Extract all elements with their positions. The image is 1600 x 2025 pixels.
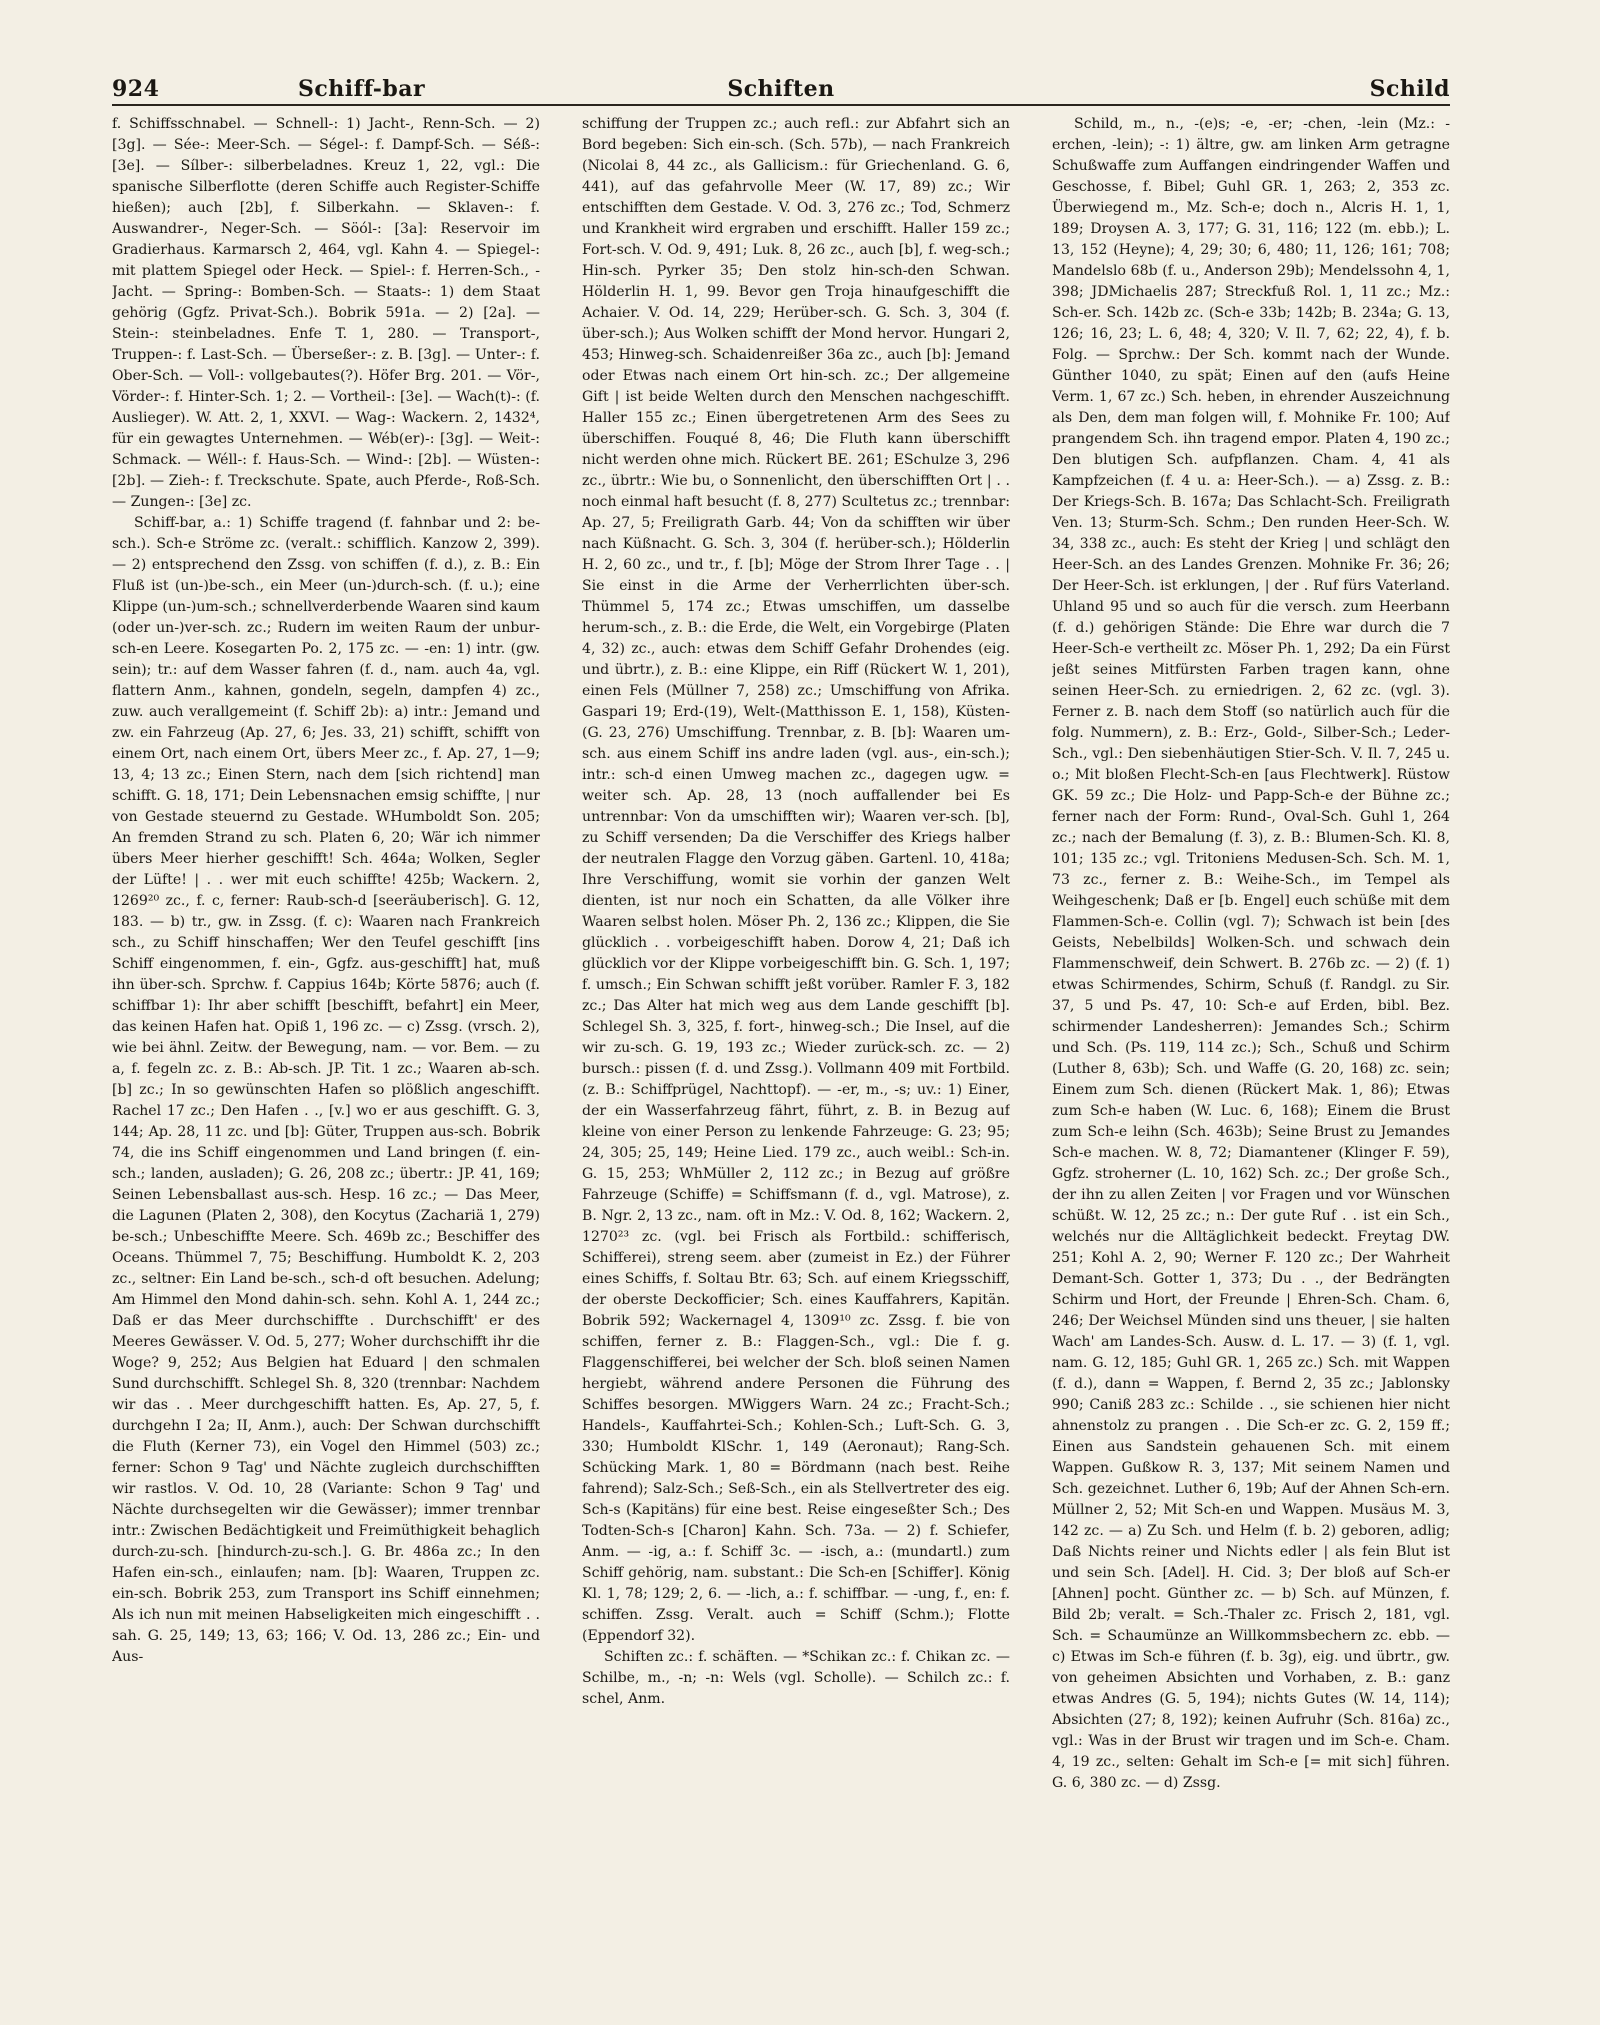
left-column — [112, 114, 540, 2003]
right-column — [1052, 114, 1450, 2003]
entry-paragraph: f. Schiffsschnabel. — Schnell-: 1) Jacht-, Renn-Sch. — 2) [3g]. — Sée-: Meer-Sch. — Ségel-: f. Dampf-Sch. — Séß-: [3e]. — Sílber-: silberbeladnes. Kreuz 1, 22, vgl.: Die spanische Silberflotte (deren Schiffe auch Register-Schiffe hießen); auch [2b], f. Silberkahn. — Sklaven-: f. Auswandrer-, Neger-Sch. — Söól-: [3a]: Reservoir im Gradierhaus. Karmarsch 2, 464, vgl. Kahn 4. — Spiegel-: mit plattem Spiegel oder Heck. — Spiel-: f. Herren-Sch., -Jacht. — Spring-: Bomben-Sch. — Staats-: 1) dem Staat gehörig (Ggfz. Privat-Sch.). Bobrik 591a. — 2) [2a]. — Stein-: steinbeladnes. Enfe T. 1, 280. — Transport-, Truppen-: f. Last-Sch. — Überseßer-: z. B. [3g]. — Unter-: f. Ober-Sch. — Voll-: vollgebautes(?). Höfer Brg. 201. — Vör-, Vörder-: f. Hinter-Sch. 1; 2. — Vortheil-: [3e]. — Wach(t)-: (f. Auslieger). W. Att. 2, 1, XXVI. — Wag-: Wackern. 2, 1432⁴, für ein gewagtes Unternehmen. — Wéb(er)-: [3g]. — Weit-: Schmack. — Wéll-: f. Haus-Sch. — Wind-: [2b]. — Wüsten-: [2b]. — Zieh-: f. Treckschute. Spate, auch Pferde-, Roß-Sch. — Zungen-: [3e] zc. — [112, 116, 540, 510]
center-catchword: Schiften — [727, 76, 835, 102]
entry-paragraph: schiffung der Truppen zc.; auch refl.: zur Abfahrt sich an Bord begeben: Sich ein-sch. (Sch. 57b), — nach Frankreich (Nicolai 8, 44 zc., als Gallicism.: für Griechenland. G. 6, 441), auf das gefahrvolle Meer (W. 17, 89) zc.; Wir entschifften dem Gestade. V. Od. 3, 276 zc.; Tod, Schmerz und Krankheit wird ergraben und erschifft. Haller 159 zc.; Fort-sch. V. Od. 9, 491; Luk. 8, 26 zc., auch [b], f. weg-sch.; Hin-sch. Pyrker 35; Den stolz hin-sch-den Schwan. Hölderlin H. 1, 99. Bevor gen Troja hinaufgeschifft die Achaier. V. Od. 14, 229; Herüber-sch. G. Sch. 3, 304 (f. über-sch.); Aus Wolken schifft der Mond hervor. Hungari 2, 453; Hinweg-sch. Schaidenreißer 36a zc., auch [b]: Jemand oder Etwas nach einem Ort hin-sch. zc.; Der allgemeine Gift | ist beide Welten durch den Menschen nachgeschifft. Haller 155 zc.; Einen übergetretenen Arm des Sees zu überschiffen. Fouqué 8, 46; Die Fluth kann überschifft nicht werden ohne mich. Rückert BE. 261; ESchulze 3, 296 zc., übrtr.: Wie bu, o Sonnenlicht, den überschifften Ort | . . noch einmal haft besucht (f. 8, 277) Scultetus zc.; trennbar: Ap. 27, 5; Freiligrath Garb. 44; Von da schifften wir über nach Küßnacht. G. Sch. 3, 304 (f. herüber-sch.); Hölderlin H. 2, 60 zc., und tr., f. [b]; Möge der Strom Ihrer Tage . . | Sie einst in die Arme der Verherrlichten über-sch. Thümmel 5, 174 zc.; Etwas umschiffen, um dasselbe herum-sch., z. B.: die Erde, die Welt, ein Vorgebirge (Platen 4, 32) zc., auch: etwas dem Schiff Gefahr Drohendes (eig. und übrtr.), z. B.: eine Klippe, ein Riff (Rückert W. 1, 201), einen Fels (Müllner 7, 258) zc.; Umschiffung von Afrika. Gaspari 19; Erd-(19), Welt-(Matthisson E. 1, 158), Küsten-(G. 23, 276) Umschiffung. Trennbar, z. B. [b]: Waaren um-sch. aus einem Schiff ins andre laden (vgl. aus-, ein-sch.); intr.: sch-d einen Umweg machen zc., dagegen ugw. = weiter sch. Ap. 28, 13 (noch auffallender bei Es untrennbar: Von da umschifften wir); Waaren ver-sch. [b], zu Schiff versenden; Da die Verschiffer des Kriegs halber der neutralen Flagge den Vorzug gäben. Gartenl. 10, 418a; Ihre Verschiffung, womit sie vorhin der ganzen Welt dienten, ist nur noch ein Schatten, da alle Völker ihre Waaren selbst holen. Möser Ph. 2, 136 zc.; Klippen, die Sie glücklich . . vorbeigeschifft haben. Dorow 4, 21; Daß ich glücklich vor der Klippe vorbeigeschifft bin. G. Sch. 1, 197; f. umsch.; Ein Schwan schifft jeßt vorüber. Ramler F. 3, 182 zc.; Das Alter hat mich weg aus dem Lande geschifft [b]. Schlegel Sh. 3, 325, f. fort-, hinweg-sch.; Die Insel, auf die wir zu-sch. G. 19, 193 zc.; Wieder zurück-sch. zc. — 2) bursch.: pissen (f. d. und Zssg.). Vollmann 409 mit Fortbild. (z. B.: Schiffprügel, Nachttopf). — -er, m., -s; uv.: 1) Einer, der ein Wasserfahrzeug fährt, führt, z. B. in Bezug auf kleine von einer Person zu lenkende Fahrzeuge: G. 23; 95; 24, 305; 25, 149; Heine Lied. 179 zc., auch weibl.: Sch-in. G. 15, 253; WhMüller 2, 112 zc.; in Bezug auf größre Fahrzeuge (Schiffe) = Schiffsmann (f. d., vgl. Matrose), z. B. Ngr. 2, 13 zc., nam. oft in Mz.: V. Od. 8, 162; Wackern. 2, 1270²³ zc. (vgl. bei Frisch als Fortbild.: schifferisch, Schifferei), streng seem. aber (zumeist in Ez.) der Führer eines Schiffs, f. Soltau Btr. 63; Sch. auf einem Kriegsschiff, der oberste Deckofficier; Sch. eines Kauffahrers, Kapitän. Bobrik 592; Wackernagel 4, 1309¹⁰ zc. Zssg. f. bie von schiffen, ferner z. B.: Flaggen-Sch., vgl.: Die f. g. Flaggenschifferei, bei welcher der Sch. bloß seinen Namen hergiebt, während andere Personen die Führung des Schiffes besorgen. MWiggers Warn. 24 zc.; Fracht-Sch.; Handels-, Kauffahrtei-Sch.; Kohlen-Sch.; Luft-Sch. G. 3, 330; Humboldt KlSchr. 1, 149 (Aeronaut); Rang-Sch. Schücking Mark. 1, 80 = Bördmann (nach best. Reihe fahrend); Salz-Sch.; Seß-Sch., ein als Stellvertreter des eig. Sch-s (Kapitäns) für eine best. Reise eingeseßter Sch.; Des Todten-Sch-s [Charon] Kahn. Sch. 73a. — 2) f. Schiefer, Anm. — -ig, a.: f. Schiff 3c. — -isch, a.: (mundartl.) zum Schiff gehörig, nam. substant.: Die Sch-en [Schiffer]. König Kl. 1, 78; 129; 2, 6. — -lich, a.: f. schiffbar. — -ung, f., en: f. schiffen. Zssg. Veralt. auch = Schiff (Schm.); Flotte (Eppendorf 32). — [582, 116, 1010, 1644]
header-rule — [112, 104, 1450, 106]
entry-schiffbar: Schiff-bar, a.: 1) Schiffe tragend (f. fahnbar und 2: be-sch.). Sch-e Ströme zc. (veralt.: schifflich. Kanzow 2, 399). — 2) entsprechend den Zssg. von schiffen (f. d.), z. B.: Ein Fluß ist (un-)be-sch., ein Meer (un-)durch-sch. (f. u.); eine Klippe (un-)um-sch.; schnellverderbende Waaren sind kaum (oder un-)ver-sch. zc.; Rudern im weiten Raum der unbur-sch-en Leere. Kosegarten Po. 2, 175 zc. — -en: 1) intr. (gw. sein); tr.: auf dem Wasser fahren (f. d., nam. auch 4a, vgl. flattern Anm., kahnen, gondeln, segeln, dampfen 4) zc., zuw. auch verallgemeint (f. Schiff 2b): a) intr.: Jemand und zw. ein Fahrzeug (Ap. 27, 6; Jes. 33, 21) schifft, schifft von einem Ort, nach einem Ort, übers Meer zc., f. Ap. 27, 1—9; 13, 4; 13 zc.; Einen Stern, nach dem [sich richtend] man schifft. G. 18, 171; Dein Lebensnachen emsig schiffte, | nur von Gestade steuernd zu Gestade. WHumboldt Son. 205; An fremden Strand zu sch. Platen 6, 20; Wär ich nimmer übers Meer hierher geschifft! Sch. 464a; Wolken, Segler der Lüfte! | . . wer mit euch schiffte! 425b; Wackern. 2, 1269²⁰ zc., f. c, ferner: Raub-sch-d [seeräuberisch]. G. 12, 183. — b) tr., gw. in Zssg. (f. c): Waaren nach Frankreich sch., zu Schiff hinschaffen; Wer den Teufel geschifft [ins Schiff eingenommen, f. ein-, Ggfz. aus-geschifft] hat, muß ihn über-sch. Sprchw. f. Cappius 164b; Körte 5876; auch (f. schiffbar 1): Ihr aber schifft [beschifft, befahrt] ein Meer, das keinen Hafen hat. Opiß 1, 196 zc. — c) Zssg. (vrsch. 2), wie bei ähnl. Zeitw. der Bewegung, nam. — vor. Bem. — zu a, f. fegeln zc. z. B.: Ab-sch. JP. Tit. 1 zc.; Waaren ab-sch. [b] zc.; In so gewünschten Hafen so plößlich angeschifft. Rachel 17 zc.; Den Hafen . ., [v.] wo er aus geschifft. G. 3, 144; Ap. 28, 11 zc. und [b]: Güter, Truppen aus-sch. Bobrik 74, die ins Schiff eingenommen und Land bringen (f. ein-sch.; landen, ausladen); G. 26, 208 zc.; übertr.: JP. 41, 169; Seinen Lebensballast aus-sch. Hesp. 16 zc.; — Das Meer, die Lagunen (Platen 2, 308), den Kocytus (Zachariä 1, 279) be-sch.; Unbeschiffte Meere. Sch. 469b zc.; Beschiffer des Oceans. Thümmel 7, 75; Beschiffung. Humboldt K. 2, 203 zc., seltner: Ein Land be-sch., sch-d oft besuchen. Adelung; Am Himmel den Mond dahin-sch. sehn. Kohl A. 1, 244 zc.; Daß er das Meer durchschiffte . Durchschifft' er des Meeres Gewässer. V. Od. 5, 277; Woher durchschifft ihr die Woge? 9, 252; Aus Belgien hat Eduard | den schmalen Sund durchschifft. Schlegel Sh. 8, 320 (trennbar: Nachdem wir das . . Meer durchgeschifft hatten. Es, Ap. 27, 5, f. durchgehn I 2a; II, Anm.), auch: Der Schwan durchschifft die Fluth (Kerner 73), ein Vogel den Himmel (503) zc.; ferner: Schon 9 Tag' und Nächte zugleich durchschifften wir rastlos. V. Od. 10, 28 (Variante: Schon 9 Tag' und Nächte durchsegelten wir die Gewässer); immer trennbar intr.: Zwischen Bedächtigkeit und Freimüthigkeit behaglich durch-zu-sch. [hindurch-zu-sch.]. G. Br. 486a zc.; In den Hafen ein-sch., einlaufen; nam. [b]: Waaren, Truppen zc. ein-sch. Bobrik 253, zum Transport ins Schiff einnehmen; Als ich nun mit meinen Habseligkeiten mich eingeschifft . . sah. G. 25, 149; 13, 63; 166; V. Od. 13, 286 zc.; Ein- und Aus- — [112, 515, 540, 1665]
right-catchword: Schild — [1369, 76, 1450, 102]
page-number: 924 — [112, 76, 160, 102]
middle-column — [582, 114, 1010, 2003]
running-header — [112, 76, 1450, 102]
entry-schiften: Schiften zc.: f. schäften. — *Schikan zc.: f. Chikan zc. — Schilbe, m., -n; -n: Wels (vgl. Scholle). — Schilch zc.: f. schel, Anm. — [582, 1649, 1010, 1707]
entry-schild: Schild, m., n., -(e)s; -e, -er; -chen, -lein (Mz.: -erchen, -lein); -: 1) ältre, gw. am linken Arm getragne Schußwaffe zum Auffangen eindringender Waffen und Geschosse, f. Bibel; Guhl GR. 1, 263; 2, 353 zc. Überwiegend m., Mz. Sch-e; doch n., Alcris H. 1, 1, 189; Droysen A. 3, 177; G. 31, 116; 122 (m. ebb.); L. 13, 152 (Heyne); 4, 29; 30; 6, 480; 11, 126; 161; 708; Mandelslo 68b (f. u., Anderson 29b); Mendelssohn 4, 1, 398; JDMichaelis 287; Streckfuß Rol. 1, 11 zc.; Mz.: Sch-er. Sch. 142b zc. (Sch-e 33b; 142b; B. 234a; G. 13, 126; 16, 23; L. 6, 48; 4, 320; V. Il. 7, 62; 22, 4), f. b. Folg. — Sprchw.: Der Sch. kommt nach der Wunde. Günther 1040, zu spät; Einen auf den (aufs Heine Verm. 1, 67 zc.) Sch. heben, in ehrender Auszeichnung als Den, dem man folgen will, f. Mohnike Fr. 100; Auf prangendem Sch. ihn tragend empor. Platen 4, 190 zc.; Den blutigen Sch. aufpflanzen. Cham. 4, 41 als Kampfzeichen (f. 4 u. a: Heer-Sch.). — a) Zssg. z. B.: Der Kriegs-Sch. B. 167a; Das Schlacht-Sch. Freiligrath Ven. 13; Sturm-Sch. Schm.; Den runden Heer-Sch. W. 34, 338 zc., auch: Es steht der Krieg | und schlägt den Heer-Sch. an des Landes Grenzen. Mohnike Fr. 36; 26; Der Heer-Sch. ist erklungen, | der . Ruf fürs Vaterland. Uhland 95 und so auch für die versch. zum Heerbann (f. d.) gehörigen Stände: Die Ehre war durch die 7 Heer-Sch-e vertheilt zc. Möser Ph. 1, 292; Da ein Fürst jeßt seines Mitfürsten Farben tragen kann, ohne seinen Heer-Sch. zu erniedrigen. 2, 62 zc. (vgl. 3). Ferner z. B. nach dem Stoff (so natürlich auch für die folg. Nummern), z. B.: Erz-, Gold-, Silber-Sch.; Leder-Sch., vgl.: Den siebenhäutigen Stier-Sch. V. Il. 7, 245 u. o.; Mit bloßen Flecht-Sch-en [aus Flechtwerk]. Rüstow GK. 59 zc.; Die Holz- und Papp-Sch-e der Bühne zc.; ferner nach der Form: Rund-, Oval-Sch. Guhl 1, 264 zc.; nach der Bemalung (f. 3), z. B.: Blumen-Sch. Kl. 8, 101; 135 zc.; vgl. Tritoniens Medusen-Sch. Sch. M. 1, 73 zc., ferner z. B.: Weihe-Sch., im Tempel als Weihgeschenk; Daß er [b. Engel] euch schüße mit dem Flammen-Sch-e. Collin (vgl. 7); Schwach ist bein [des Geists, Nebelbilds] Wolken-Sch. und schwach dein Flammenschweif, dein Schwert. B. 276b zc. — 2) (f. 1) etwas Schirmendes, Schirm, Schuß (f. Randgl. zu Sir. 37, 5 und Ps. 47, 10: Sch-e auf Erden, bibl. Bez. schirmender Landesherren): Jemandes Sch.; Schirm und Sch. (Ps. 119, 114 zc.); Sch., Schuß und Schirm (Luther 8, 63b); Sch. und Waffe (G. 20, 168) zc. sein; Einem zum Sch. dienen (Rückert Mak. 1, 86); Etwas zum Sch-e haben (W. Luc. 6, 168); Einem die Brust zum Sch-e leihn (Sch. 463b); Seine Brust zu Jemandes Sch-e machen. W. 8, 72; Diamantener (Klinger F. 59), Ggfz. stroherner (L. 10, 162) Sch. zc.; Der große Sch., der ihn zu allen Zeiten | vor Fragen und vor Wünschen schüßt. W. 12, 25 zc.; n.: Der gute Ruf . . ist ein Sch., welchés nur die Alltäglichkeit bedeckt. Freytag DW. 251; Kohl A. 2, 90; Werner F. 120 zc.; Der Wahrheit Demant-Sch. Gotter 1, 373; Du . ., der Bedrängten Schirm und Hort, der Freunde | Ehren-Sch. Cham. 6, 246; Der Weichsel Münden sind uns theuer, | sie halten Wach' am Landes-Sch. Ausw. d. L. 17. — 3) (f. 1, vgl. nam. G. 12, 185; Guhl GR. 1, 265 zc.) Sch. mit Wappen (f. d.), dann = Wappen, f. Bernd 2, 35 zc.; Jablonsky 990; Caniß 283 zc.: Schilde . ., sie schienen hier nicht ahnenstolz zu prangen . . Die Sch-er zc. G. 2, 159 ff.; Einen aus Sandstein gehauenen Sch. mit einem Wappen. Gußkow R. 3, 137; Mit seinem Namen und Sch. gezeichnet. Luther 6, 19b; Auf der Ahnen Sch-ern. Müllner 2, 52; Mit Sch-en und Wappen. Musäus M. 3, 142 zc. — a) Zu Sch. und Helm (f. b. 2) geboren, adlig; Daß Nichts reiner und Nichts edler | als fein Blut ist und sein Sch. [Adel]. H. Cid. 3; Der bloß auf Sch-er [Ahnen] pocht. Günther zc. — b) Sch. auf Münzen, f. Bild 2b; veralt. = Sch.-Thaler zc. Frisch 2, 181, vgl. Sch. = Schaumünze an Willkommsbechern zc. ebb. — c) Etwas im Sch-e führen (f. b. 3g), eig. und übrtr., gw. von geheimen Absichten und Vorhaben, z. B.: ganz etwas Andres (G. 5, 194); nichts Gutes (W. 14, 114); Absichten (27; 8, 192); keinen Aufruhr (Sch. 816a) zc., vgl.: Was in der Brust wir tragen und im Sch-e. Cham. 4, 19 zc., selten: Gehalt im Sch-e [= mit sich] führen. G. 6, 380 zc. — d) Zssg. — [1052, 116, 1450, 1791]
left-catchword: Schiff-bar — [298, 76, 426, 102]
